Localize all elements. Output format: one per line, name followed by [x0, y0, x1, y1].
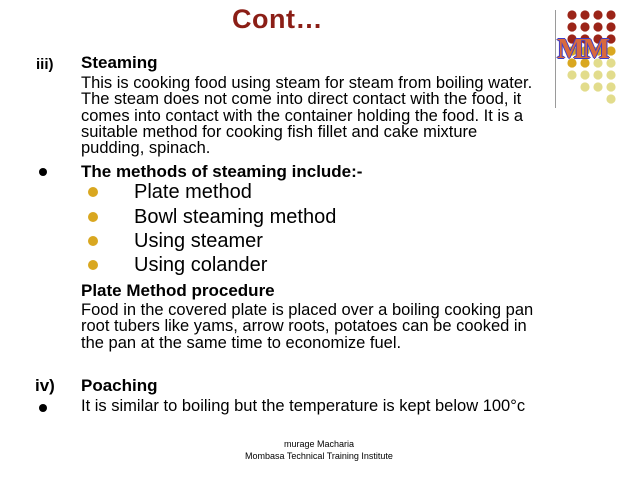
paragraph-line: Food in the covered plate is placed over a boiling cooking pan: [81, 301, 534, 319]
method-item: Plate method: [134, 181, 252, 203]
slide-title: Cont…: [232, 4, 323, 34]
decor-dot: [606, 22, 615, 31]
decor-dot: [606, 94, 615, 103]
sub-bullet-icon: [88, 260, 98, 270]
decor-dot: [567, 10, 576, 19]
sub-bullet-icon: [88, 187, 98, 197]
paragraph-line: root tubers like yams, arrow roots, potatoes can be cooked in: [81, 317, 527, 336]
paragraph-line: This is cooking food using steam for steam from boiling water.: [81, 74, 533, 92]
bullet-icon: [39, 404, 47, 412]
paragraph-line: The steam does not come into direct contact with the food, it: [81, 90, 522, 109]
methods-heading: The methods of steaming include:-: [81, 162, 363, 181]
steaming-heading: Steaming: [81, 53, 158, 72]
decor-dot: [580, 22, 589, 31]
paragraph-line: the pan at the same time to economize fuel.: [81, 333, 402, 352]
method-item: Using steamer: [134, 230, 263, 252]
paragraph-line: pudding, spinach.: [81, 139, 211, 158]
footer-institute: Mombasa Technical Training Institute: [245, 451, 393, 461]
paragraph-line: comes into contact with the container holding the food. It is a: [81, 106, 524, 125]
decor-dot: [606, 70, 615, 79]
poaching-heading: Poaching: [81, 376, 158, 395]
section-marker-iv: iv): [35, 376, 55, 395]
bullet-icon: [39, 168, 47, 176]
footer-author: murage Macharia: [283, 439, 355, 449]
decor-dot: [606, 82, 615, 91]
plate-method-paragraph: [81, 302, 601, 351]
method-item: Using colander: [134, 254, 268, 276]
steaming-paragraph: [81, 75, 601, 156]
decor-dot: [593, 10, 602, 19]
footer: [0, 438, 638, 462]
logo: MM: [557, 33, 608, 65]
sub-bullet-icon: [88, 212, 98, 222]
decor-dot: [580, 10, 589, 19]
method-item: Bowl steaming method: [134, 206, 337, 228]
plate-method-heading: Plate Method procedure: [81, 281, 275, 300]
decor-dot: [593, 22, 602, 31]
section-marker-iii: iii): [36, 56, 54, 73]
decor-dot: [606, 10, 615, 19]
decor-dot: [567, 22, 576, 31]
sub-bullet-icon: [88, 236, 98, 246]
paragraph-line: suitable method for cooking fish fillet and cake mixture: [81, 122, 478, 141]
poaching-text: It is similar to boiling but the temperature is kept below 100°c: [81, 397, 526, 415]
